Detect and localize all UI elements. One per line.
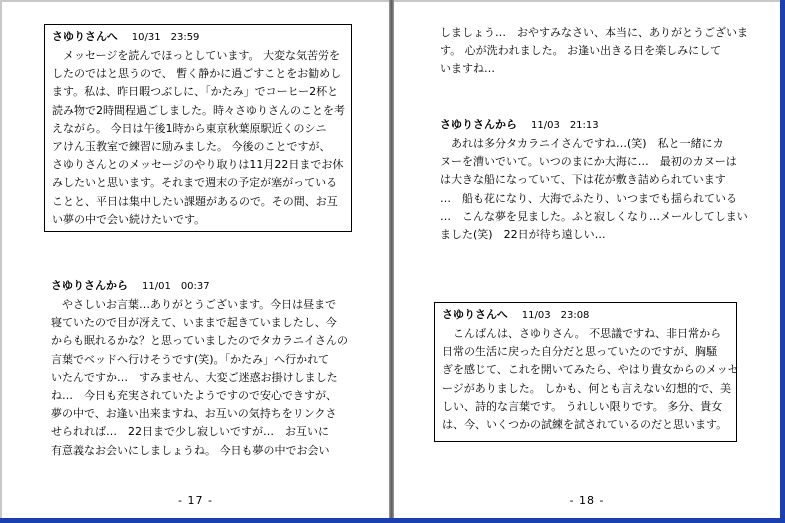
page-number: - 17 - [178,494,213,507]
message-box-1031 [44,24,352,232]
message-sender: さゆりさんから [51,279,128,292]
page-18 [394,0,780,518]
message-1101 [51,277,371,460]
message-line: いたんですか… すみません、大変ご迷惑お掛けしました [51,370,338,384]
message-line: 読み物で2時間程過ごしました。時々さゆりさんのことを考 [52,103,345,117]
message-sender: さゆりさんから [440,118,517,131]
message-line: 日常の生活に戻った自分だと思っていたのですが、胸騒 [442,345,717,359]
message-line: 寝ていたので目が冴えて、いままで起きていましたし、今 [51,316,337,330]
message-line: 言葉でベッドへ行けそうです(笑)。「かたみ」へ行かれて [51,352,330,366]
message-line: い夢の中で会い続けたいです。 [52,212,206,226]
message-line: しい、詩的な言葉です。 うれしい限りです。 多分、貴女 [442,399,723,413]
message-line: メッセージを読んでほっとしています。 大変な気苦労を [52,49,340,62]
message-line: 夢の中で、お逢い出来ますね、お互いの気持ちをリンクさ [51,407,337,421]
page-number: - 18 - [569,494,605,507]
message-line: ます。私は、昨日暇つぶしに、「かたみ」でコーヒー2杯と [52,85,339,99]
message-continuation [440,24,760,79]
frame-right-edge [780,0,785,523]
message-line: す。 心が洗われました。 お逢い出きる日を楽しみにして [440,44,722,58]
message-line: えながら。 今日は午後1時から東京秋葉原駅近くのシニ [52,121,327,135]
message-line: … こんな夢を見ました。ふと寂しくなり…メールしてしまい [440,209,748,223]
message-sender: さゆりさんへ [52,30,118,43]
message-header [51,277,371,296]
message-line: みしたいと思います。それまで週末の予定が塞がっている [52,176,338,190]
message-line: せられれば… 22日まで少し寂しいですが… お互いに [51,425,329,439]
message-line: あれは多分タカラニイさんですね…(笑) 私と一緒にカ [440,137,724,150]
message-1103-2113 [440,116,760,244]
message-line: … 船も花になり、大海でふたり、いつまでも揺られている [440,191,737,205]
message-line: やさしいお言葉…ありがとうございます。今日は昼まで [51,298,337,311]
message-line: ね… 今日も充実されていたようですので安心できすが、 [51,389,337,403]
message-line: アけん玉教室で練習に励みました。 今後のことですが、 [52,140,331,154]
message-header [442,306,736,325]
message-line: 有意義なお会いにしましょうね。 今日も夢の中でお会い [51,443,330,457]
message-line: は、今、いくつかの試練を試されているのだと思います。 [442,418,728,432]
message-line: ました(笑) 22日が待ち遠しい… [440,228,606,242]
message-line: は大きな船になっていて、下は花が敷き詰められています [440,173,726,187]
message-line: したのではと思うので、 暫く静かに過ごすことをお勧めし [52,67,342,81]
frame-bottom-edge [0,518,785,523]
message-line: こんばんは、さゆりさん。 不思議ですね、非日常から [442,327,722,340]
message-box-1103-2308 [434,302,737,442]
message-timestamp: 10/31 23:59 [131,32,200,43]
message-line: ことと、平日は集中したい課題があるので。その間、お互 [52,194,338,208]
message-line: さゆりさんとのメッセージのやり取りは11月22日までお休 [52,158,344,172]
message-line: からも眠れるかな？と思っていましたのでタカラニイさんの [51,334,348,348]
page-17 [2,0,389,518]
message-timestamp: 11/03 21:13 [531,120,599,131]
message-header [52,28,351,47]
message-line: ージがありました。 しかも、何とも言えない幻想的で、美 [442,381,732,395]
message-line: いますね… [440,62,495,76]
message-sender: さゆりさんへ [442,308,508,321]
message-timestamp: 11/03 23:08 [521,310,590,321]
message-timestamp: 11/01 00:37 [142,281,210,292]
message-line: ヌーを漕いでいて。いつのまにか大海に… 最初のカヌーは [440,155,737,169]
message-header [440,116,760,135]
message-line: しましょう… おやすみなさい、本当に、ありがとうございま [440,26,748,39]
message-line: ぎを感じて、これを開いてみたら、やはり貴女からのメッセ [442,363,739,377]
